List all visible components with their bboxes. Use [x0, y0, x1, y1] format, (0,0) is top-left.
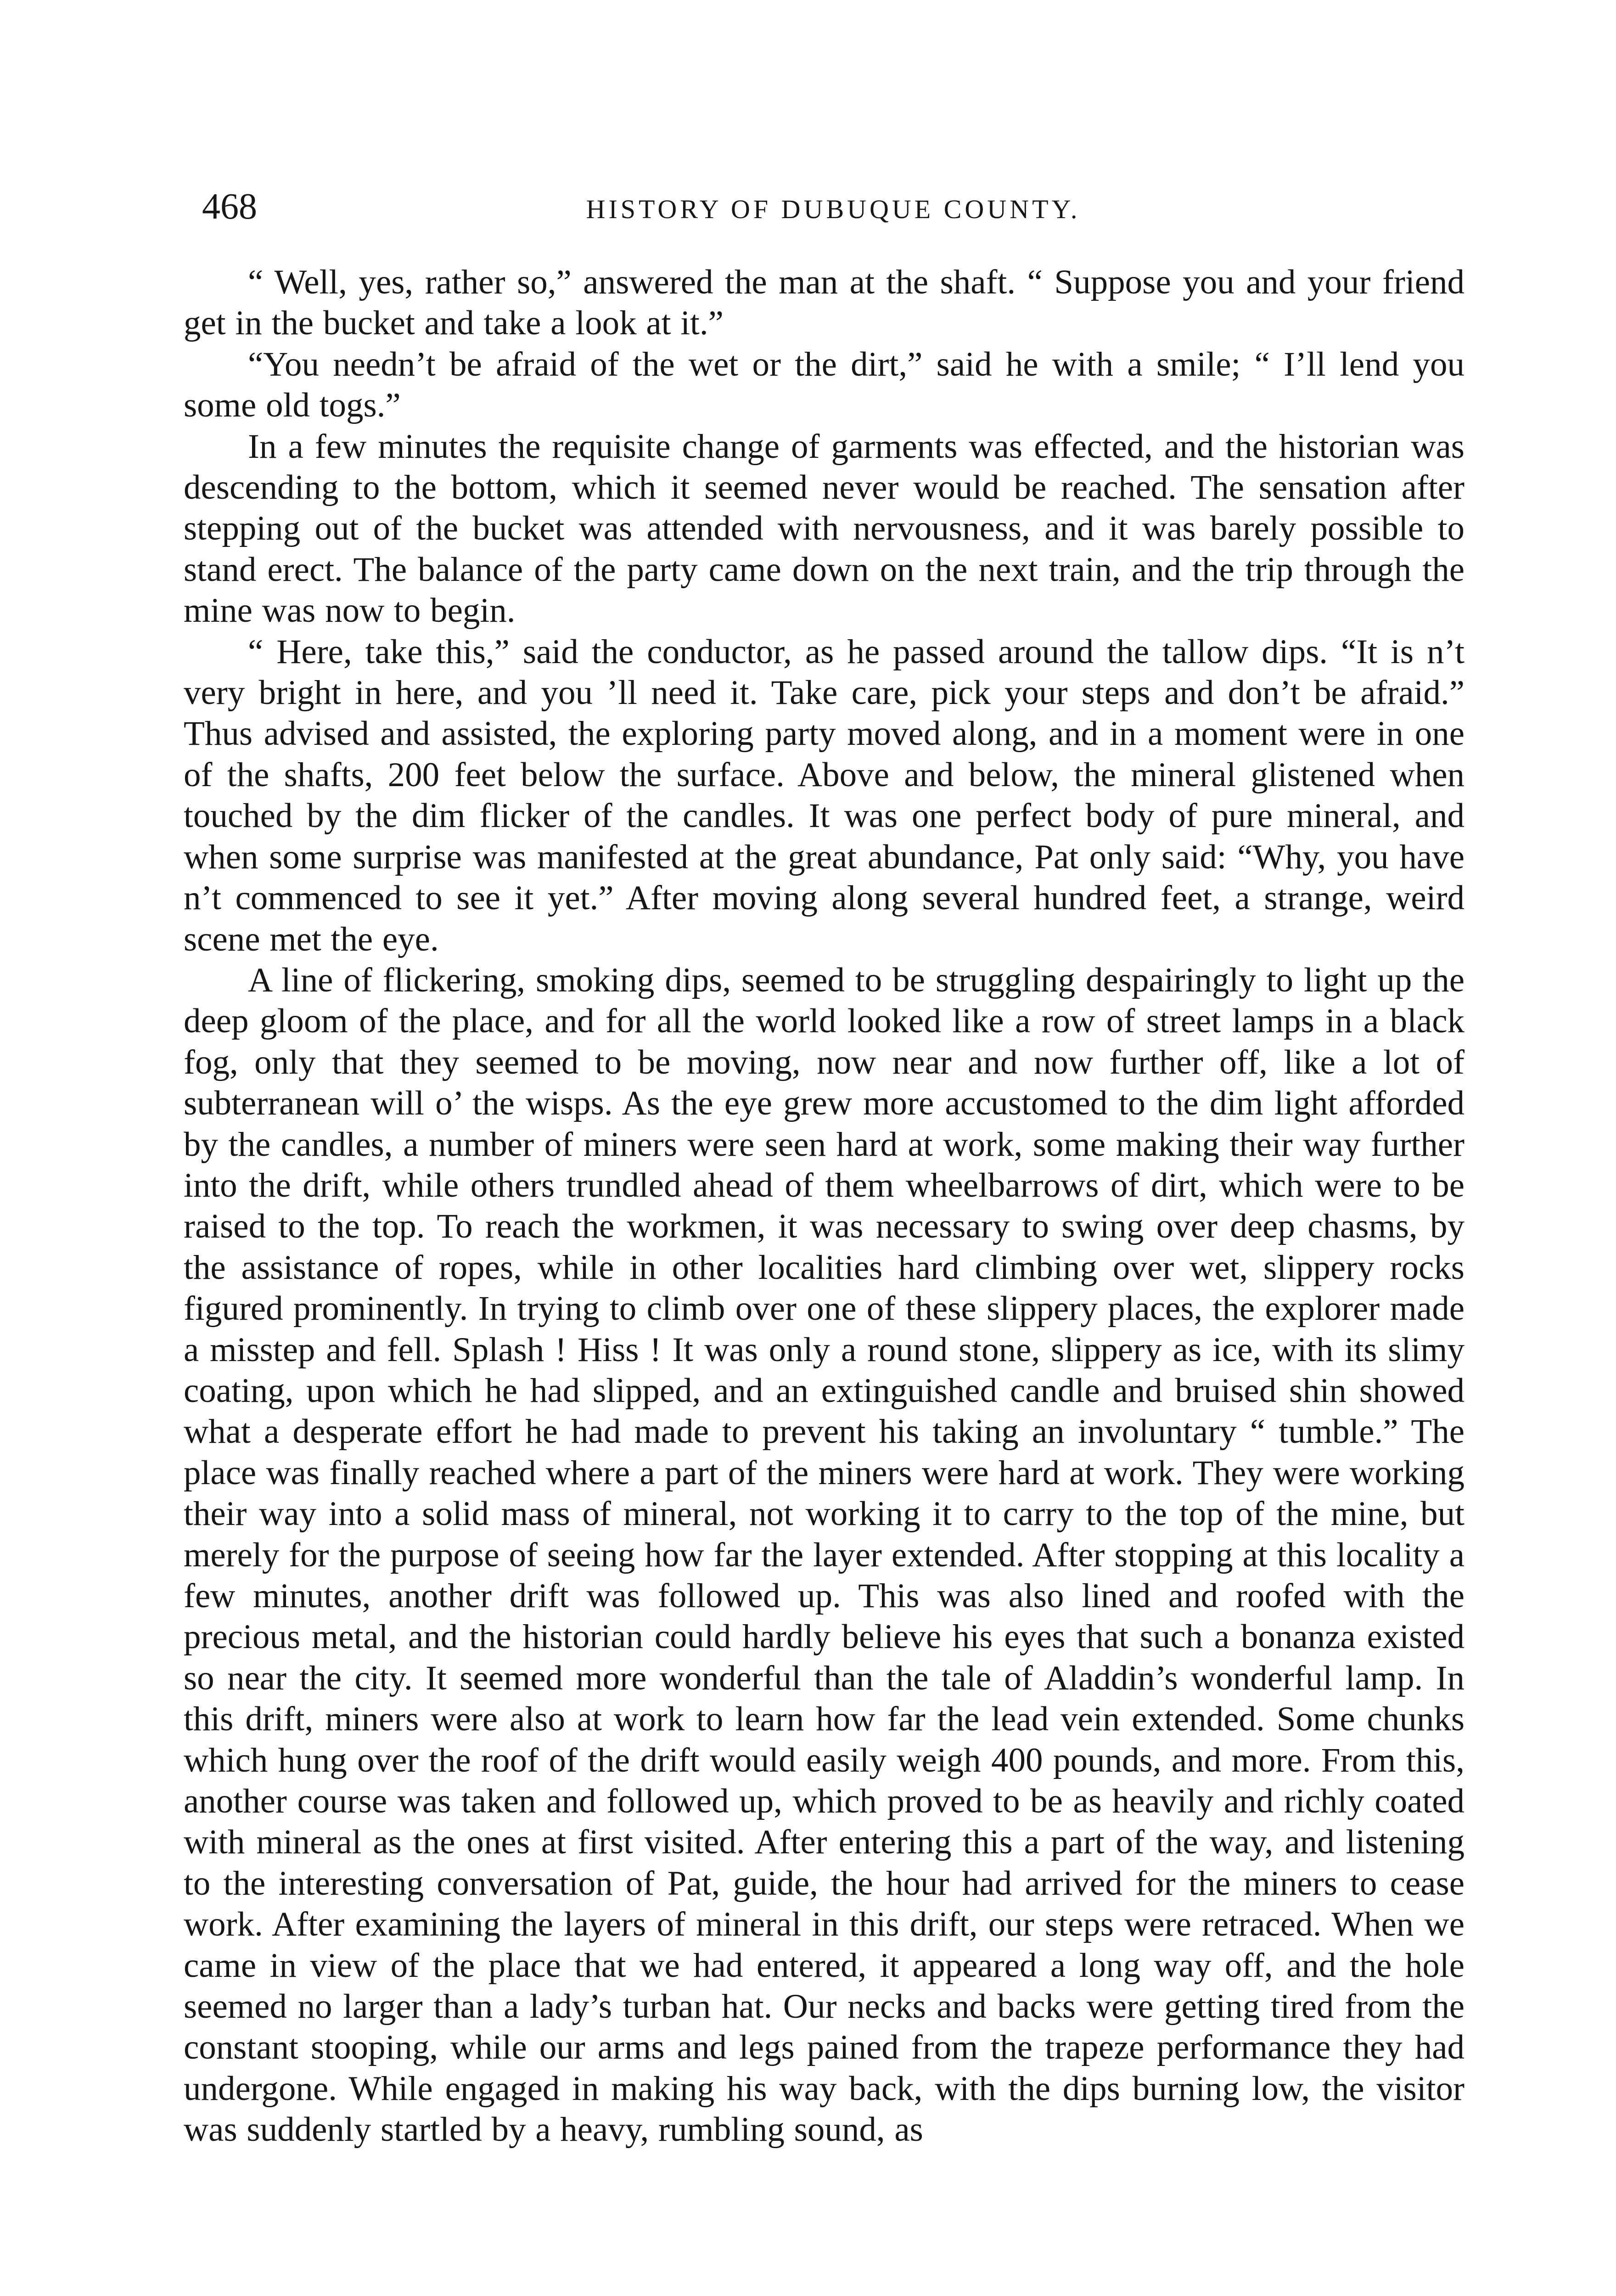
paragraph-well-yes: “ Well, yes, rather so,” answered the man at the shaft. “ Suppose you and your friend get in the bucket and take a look at it.” — [184, 263, 1464, 343]
paragraph-flickering-dips: A line of flickering, smoking dips, seemed to be struggling despairingly to light up the deep gloom of the place, and for all the world looked like a row of street lamps in a black fog, only that they seemed to be moving, now near and now further off, like a lot of subterranean will o’ the wisps. As the eye grew more accustomed to the dim light afforded by the candles, a number of miners were seen hard at work, some making their way further into the drift, while others trundled ahead of them wheelbarrows of dirt, which were to be raised to the top. To reach the workmen, it was necessary to swing over deep chasms, by the assistance of ropes, while in other localities hard climbing over wet, slippery rocks figured prominently. In trying to climb over one of these slippery places, the explorer made a misstep and fell. Splash ! Hiss ! It was only a round stone, slippery as ice, with its slimy coating, upon which he had slipped, and an extinguished candle and bruised shin showed what a desperate effort he had made to prevent his taking an involuntary “ tumble.” The place was finally reached where a part of the miners were hard at work. They were working their way into a solid mass of mineral, not working it to carry to the top of the mine, but merely for the purpose of seeing how far the layer extended. After stopping at this locality a few minutes, another drift was followed up. This was also lined and roofed with the precious metal, and the historian could hardly believe his eyes that such a bonanza existed so near the city. It seemed more wonderful than the tale of Aladdin’s wonderful lamp. In this drift, miners were also at work to learn how far the lead vein extended. Some chunks which hung over the roof of the drift would easily weigh 400 pounds, and more. From this, another course was taken and followed up, which proved to be as heavily and richly coated with mineral as the ones at first visited. After entering this a part of the way, and listening to the interesting conversation of Pat, guide, the hour had arrived for the miners to cease work. After examining the layers of mineral in this drift, our steps were retraced. When we came in view of the place that we had entered, it appeared a long way off, and the hole seemed no larger than a lady’s turban hat. Our necks and backs were getting tired from the constant stooping, while our arms and legs pained from the trapeze performance they had undergone. While engaged in making his way back, with the dips burning low, the visitor was suddenly startled by a heavy, rumbling sound, as — [184, 961, 1464, 2149]
paragraph-tallow-dips: “ Here, take this,” said the conductor, as he passed around the tallow dips. “It is n’t very bright in here, and you ’ll need it. Take care, pick your steps and don’t be afraid.” Thus advised and assisted, the exploring party moved along, and in a moment were in one of the shafts, 200 feet below the surface. Above and below, the mineral glistened when touched by the dim flicker of the candles. It was one perfect body of pure mineral, and when some surprise was manifested at the great abundance, Pat only said: “Why, you have n’t commenced to see it yet.” After moving along several hundred feet, a strange, weird scene met the eye. — [184, 632, 1464, 958]
paragraph-you-neednt: “You needn’t be afraid of the wet or the dirt,” said he with a smile; “ I’ll lend you some old togs.” — [184, 345, 1464, 425]
page-number: 468 — [202, 186, 257, 227]
paragraph-descent: In a few minutes the requisite change of garments was effected, and the historian was descending to the bottom, which it seemed never would be reached. The sensation after stepping out of the bucket was attended with nervousness, and it was barely possible to stand erect. The balance of the party came down on the next train, and the trip through the mine was now to begin. — [184, 427, 1464, 630]
running-title: HISTORY OF DUBUQUE COUNTY. — [586, 194, 1081, 224]
body-text — [184, 262, 1464, 2150]
running-head — [202, 181, 1464, 232]
